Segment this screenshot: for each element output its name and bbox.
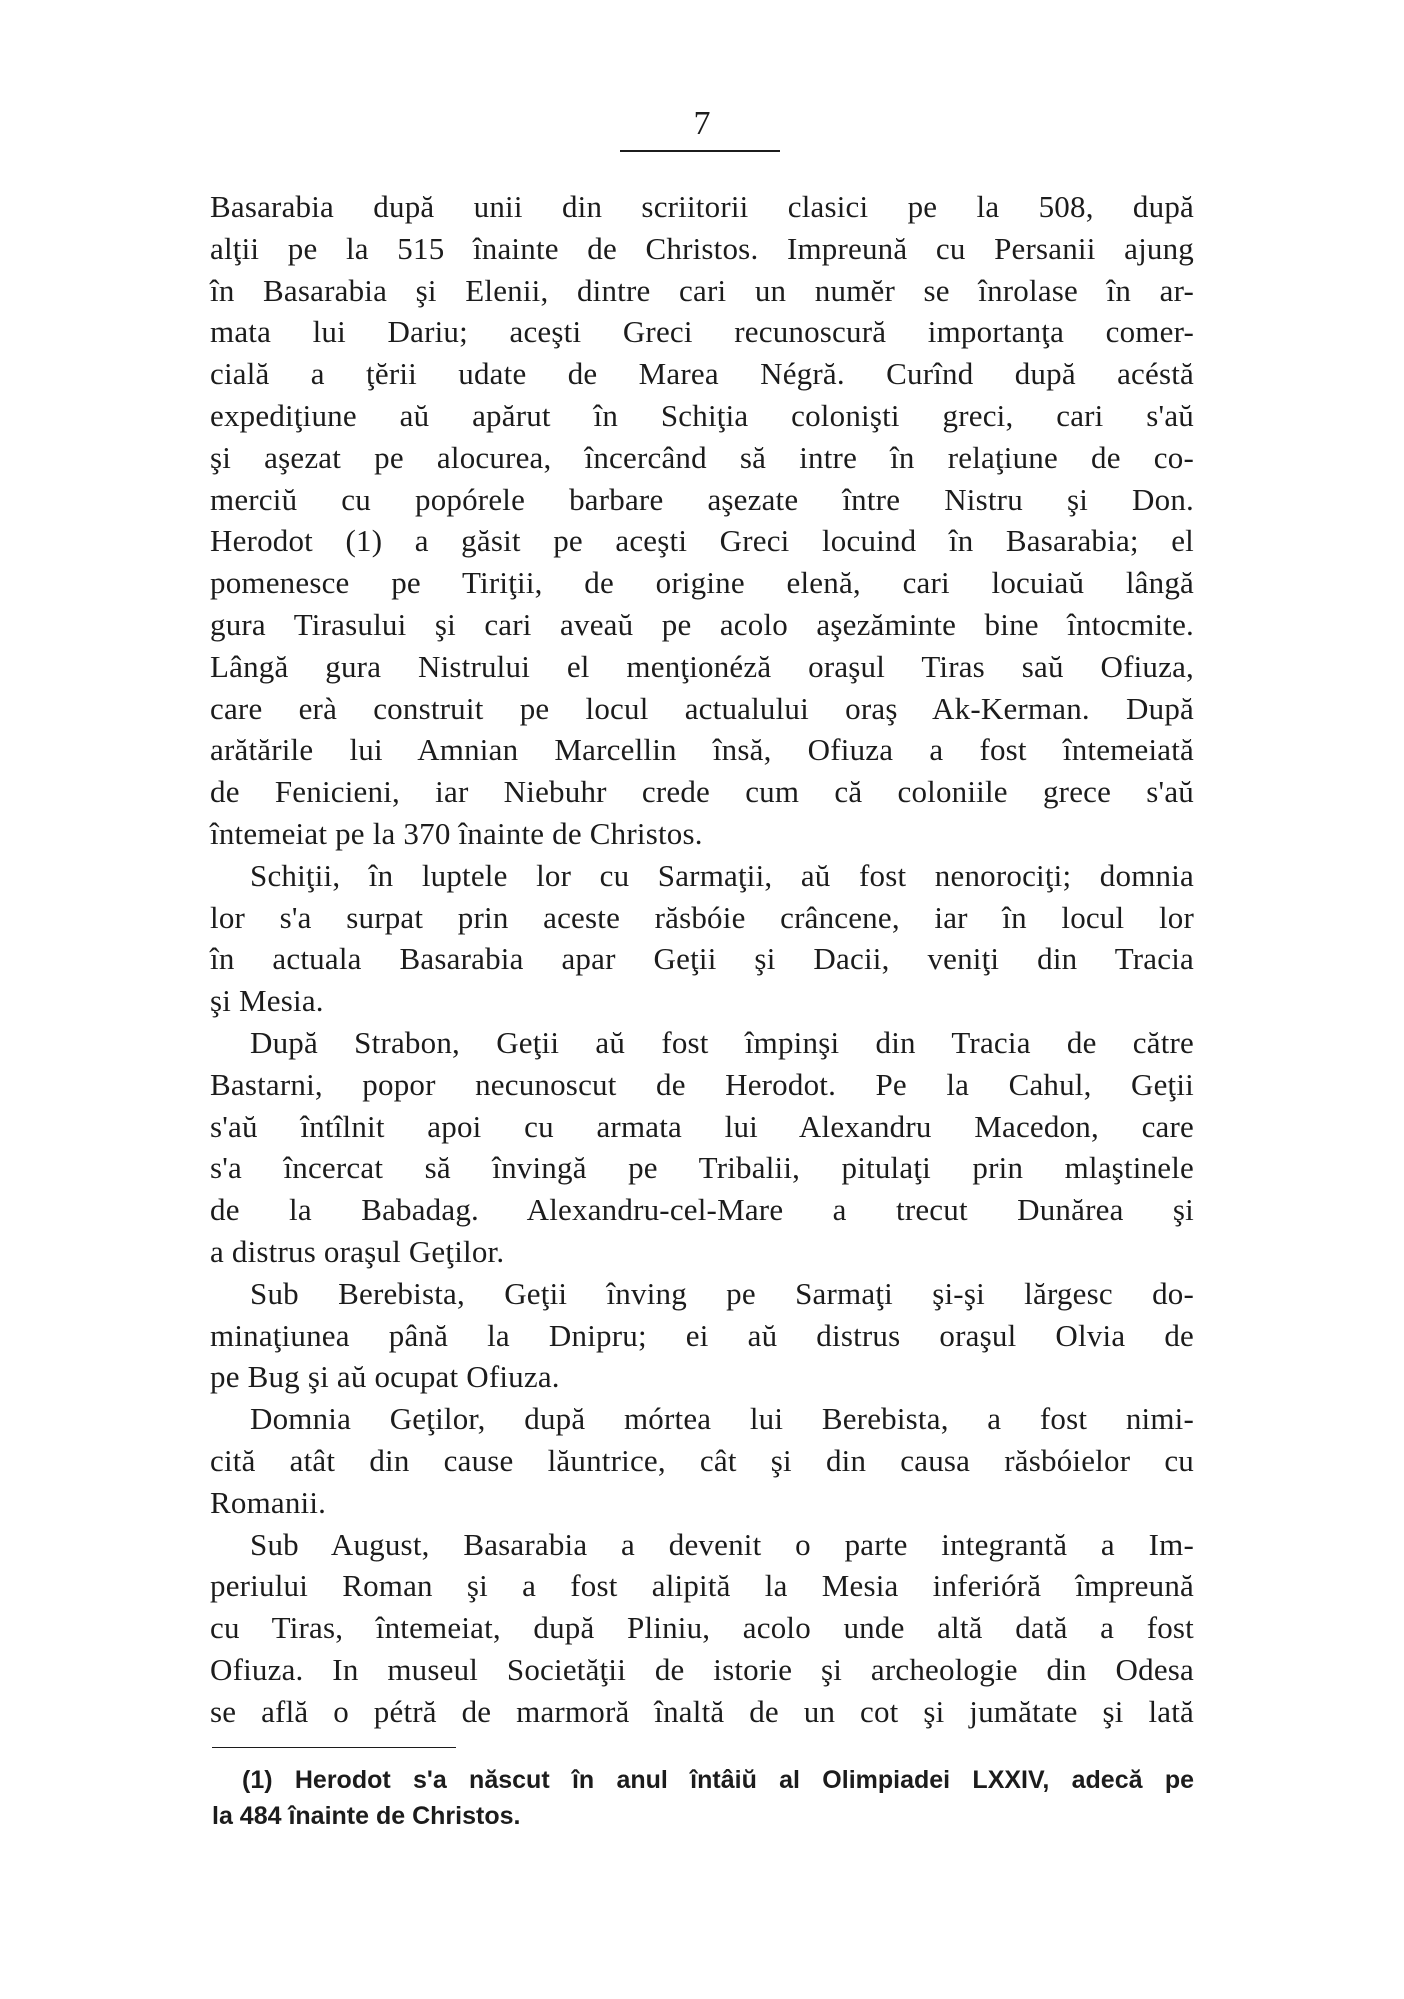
footnote-rule <box>212 1747 456 1748</box>
text-line: Herodot (1) a găsit pe aceşti Greci locuind în Basarabia; el <box>210 523 1194 559</box>
text-line: Schiţii, în luptele lor cu Sarmaţii, aŭ fost nenorociţi; domnia <box>250 857 1194 893</box>
text-line: şi aşezat pe alocurea, încercând să intre în relaţiune de co- <box>210 439 1194 475</box>
text-line: arătările lui Amnian Marcellin însă, Ofiuza a fost întemeiată <box>210 732 1194 768</box>
text-line: şi Mesia. <box>210 983 324 1019</box>
text-line: periului Roman şi a fost alipită la Mesia inferióră împreună <box>210 1568 1194 1604</box>
text-line: Ofiuza. In museul Societăţii de istorie şi archeologie din Odesa <box>210 1651 1194 1687</box>
text-line: gura Tirasului şi cari aveaŭ pe acolo aşezăminte bine întocmite. <box>210 606 1194 642</box>
text-line: merciŭ cu popórele barbare aşezate între Nistru şi Don. <box>210 481 1194 517</box>
text-line: pomenesce pe Tiriţii, de origine elenă, cari locuiaŭ lângă <box>210 565 1194 601</box>
text-line: Bastarni, popor necunoscut de Herodot. Pe la Cahul, Geţii <box>210 1066 1194 1102</box>
text-line: minaţiunea până la Dnipru; ei aŭ distrus oraşul Olvia de <box>210 1317 1194 1353</box>
text-line: Lângă gura Nistrului el menţionéză oraşul Tiras saŭ Ofiuza, <box>210 648 1194 684</box>
text-line: întemeiat pe la 370 înainte de Christos. <box>210 815 703 851</box>
text-line: în actuala Basarabia apar Geţii şi Dacii, veniţi din Tracia <box>210 941 1194 977</box>
text-line: pe Bug şi aŭ ocupat Ofiuza. <box>210 1359 560 1395</box>
body-text <box>210 186 1194 1732</box>
text-line: de la Babadag. Alexandru-cel-Mare a trecut Dunărea şi <box>210 1192 1194 1228</box>
page-number-rule <box>620 150 780 152</box>
text-line: alţii pe la 515 înainte de Christos. Impreună cu Persanii ajung <box>210 230 1194 266</box>
text-line: mata lui Dariu; aceşti Greci recunoscură importanţa comer- <box>210 314 1194 350</box>
text-line: cială a ţĕrii udate de Marea Négră. Curînd după acéstă <box>210 356 1194 392</box>
text-line: s'a încercat să învingă pe Tribalii, pitulaţi prin mlaştinele <box>210 1150 1194 1186</box>
text-line: lor s'a surpat prin aceste răsbóie crâncene, iar în locul lor <box>210 899 1194 935</box>
text-line: Sub Berebista, Geţii înving pe Sarmaţi şi-şi lărgesc do- <box>250 1275 1194 1311</box>
text-line: cu Tiras, întemeiat, după Pliniu, acolo unde altă dată a fost <box>210 1610 1194 1646</box>
footnote-line: la 484 înainte de Christos. <box>212 1802 521 1830</box>
text-line: care erà construit pe locul actualului oraş Ak-Kerman. După <box>210 690 1194 726</box>
text-line: în Basarabia şi Elenii, dintre cari un numĕr se înrolase în ar- <box>210 272 1194 308</box>
text-line: cită atât din cause lăuntrice, cât şi din causa răsbóielor cu <box>210 1442 1194 1478</box>
text-line: Sub August, Basarabia a devenit o parte integrantă a Im- <box>250 1526 1194 1562</box>
text-line: s'aŭ întîlnit apoi cu armata lui Alexandru Macedon, care <box>210 1108 1194 1144</box>
text-line: După Strabon, Geţii aŭ fost împinşi din Tracia de către <box>250 1024 1194 1060</box>
text-line: de Fenicieni, iar Niebuhr crede cum că coloniile grece s'aŭ <box>210 774 1194 810</box>
text-line: se află o pétră de marmoră înaltă de un cot şi jumătate şi lată <box>210 1693 1194 1729</box>
footnotes <box>212 1762 1194 1834</box>
text-line: a distrus oraşul Geţilor. <box>210 1233 505 1269</box>
text-line: Domnia Geţilor, după mórtea lui Berebista, a fost nimi- <box>250 1401 1194 1437</box>
text-line: Romanii. <box>210 1484 327 1520</box>
text-line: expediţiune aŭ apărut în Schiţia colonişti greci, cari s'aŭ <box>210 397 1194 433</box>
page-number: 7 <box>693 105 711 142</box>
footnote-line: (1) Herodot s'a născut în anul întâiŭ al Olimpiadei LXXIV, adecă pe <box>242 1766 1194 1794</box>
text-line: Basarabia după unii din scriitorii clasici pe la 508, după <box>210 189 1194 224</box>
